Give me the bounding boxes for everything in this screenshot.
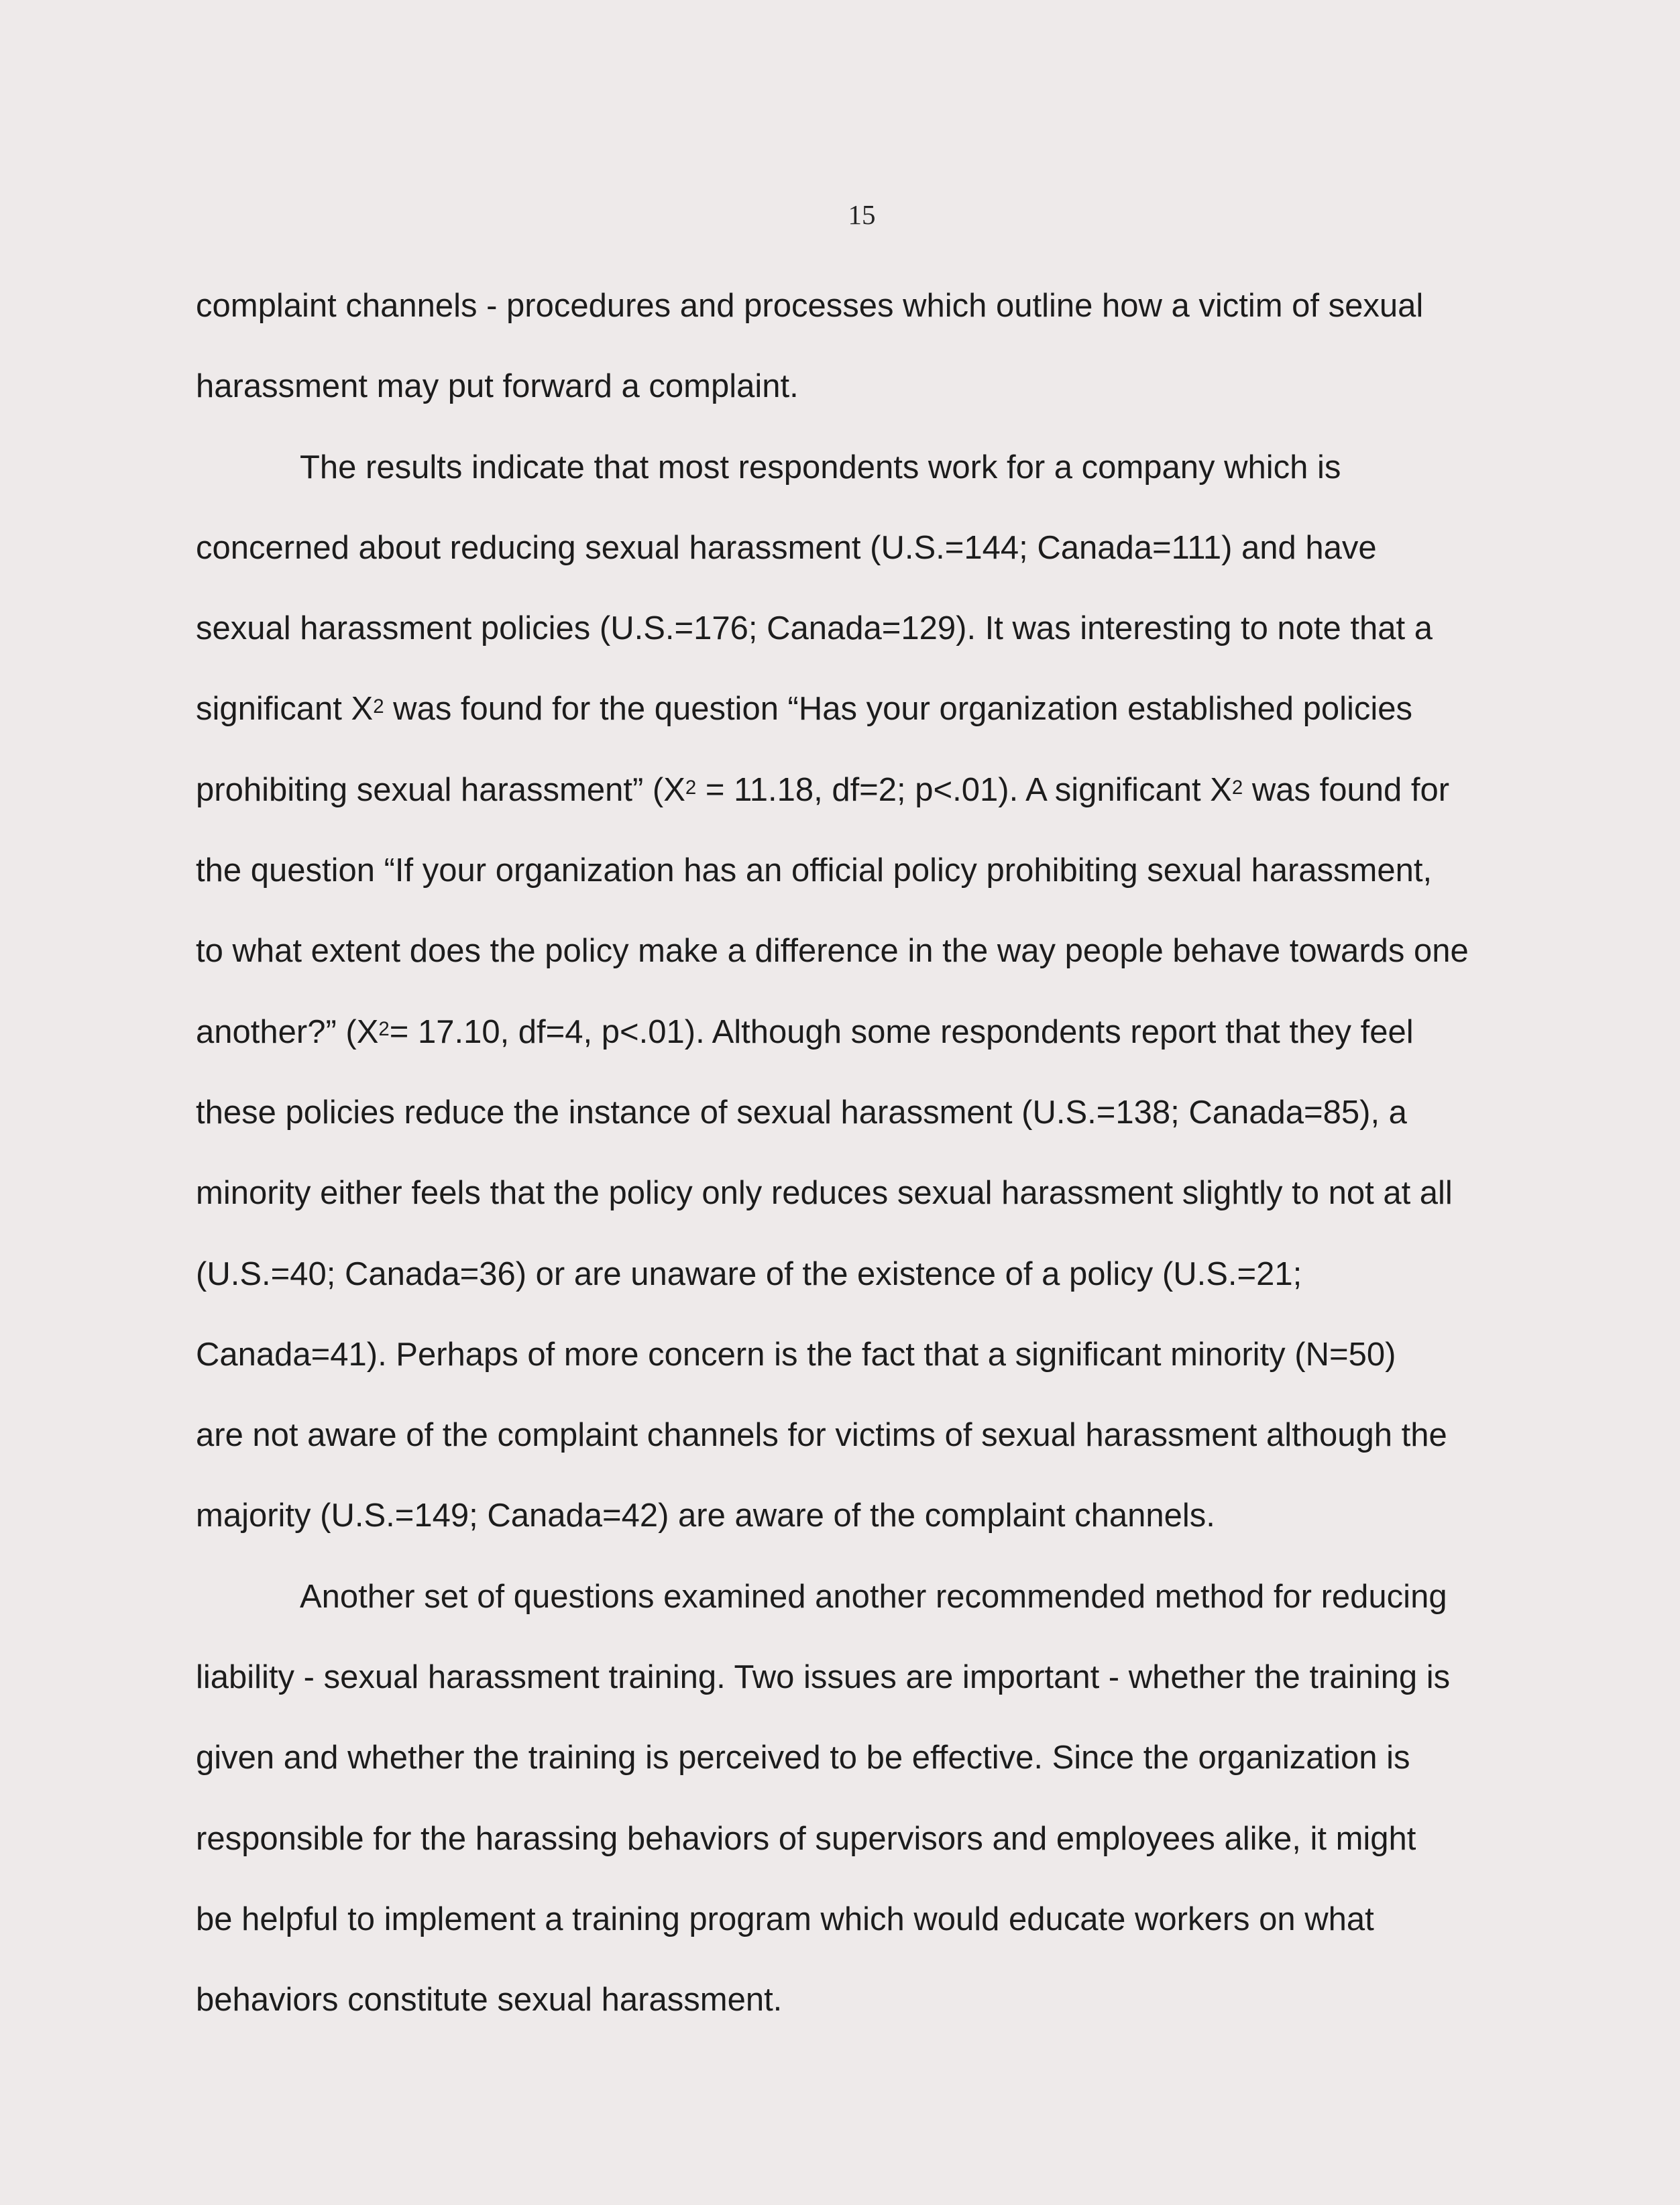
text-segment: significant X — [196, 691, 374, 728]
text-line — [196, 669, 1537, 749]
text-line: be helpful to implement a training program which would educate workers on what — [196, 1901, 1374, 1937]
text-line: sexual harassment policies (U.S.=176; Canada=129). It was interesting to note that a — [196, 610, 1433, 647]
text-line: to what extent does the policy make a difference in the way people behave towards one — [196, 933, 1469, 970]
text-line — [196, 992, 1537, 1072]
text-segment: prohibiting sexual harassment” (X — [196, 771, 685, 808]
text-line: given and whether the training is perceived to be effective. Since the organization is — [196, 1740, 1410, 1776]
body-text — [196, 266, 1537, 2041]
text-segment: was found for — [1243, 771, 1450, 808]
text-line: Canada=41). Perhaps of more concern is the fact that a significant minority (N=50) — [196, 1336, 1396, 1373]
text-line: are not aware of the complaint channels for victims of sexual harassment although the — [196, 1417, 1447, 1454]
text-segment: = 11.18, df=2; p<.01). A significant X — [696, 771, 1232, 808]
superscript: 2 — [373, 695, 384, 718]
text-segment: was found for the question “Has your organization established policies — [384, 691, 1413, 728]
superscript: 2 — [378, 1018, 390, 1041]
paragraph-start-line: Another set of questions examined another recommended method for reducing — [300, 1578, 1447, 1615]
page-number: 15 — [848, 199, 876, 230]
text-line: the question “If your organization has an official policy prohibiting sexual harassment, — [196, 852, 1433, 889]
superscript: 2 — [1231, 776, 1243, 799]
text-line — [196, 750, 1537, 830]
superscript: 2 — [685, 776, 697, 799]
text-line: minority either feels that the policy only reduces sexual harassment slightly to not at all — [196, 1175, 1453, 1212]
text-line: responsible for the harassing behaviors of supervisors and employees alike, it might — [196, 1820, 1416, 1857]
text-line: these policies reduce the instance of sexual harassment (U.S.=138; Canada=85), a — [196, 1094, 1407, 1131]
text-line: liability - sexual harassment training. Two issues are important - whether the training is — [196, 1659, 1451, 1696]
paragraph-start-line: The results indicate that most respondents work for a company which is — [300, 449, 1341, 486]
text-line: complaint channels - procedures and processes which outline how a victim of sexual — [196, 288, 1424, 324]
text-line: concerned about reducing sexual harassment (U.S.=144; Canada=111) and have — [196, 529, 1377, 566]
text-segment: another?” (X — [196, 1013, 379, 1050]
text-line: (U.S.=40; Canada=36) or are unaware of the existence of a policy (U.S.=21; — [196, 1255, 1302, 1292]
text-line: behaviors constitute sexual harassment. — [196, 1982, 783, 2019]
text-line: harassment may put forward a complaint. — [196, 368, 799, 405]
text-segment: = 17.10, df=4, p<.01). Although some respondents report that they feel — [389, 1013, 1414, 1050]
text-line: majority (U.S.=149; Canada=42) are aware of the complaint channels. — [196, 1497, 1215, 1534]
